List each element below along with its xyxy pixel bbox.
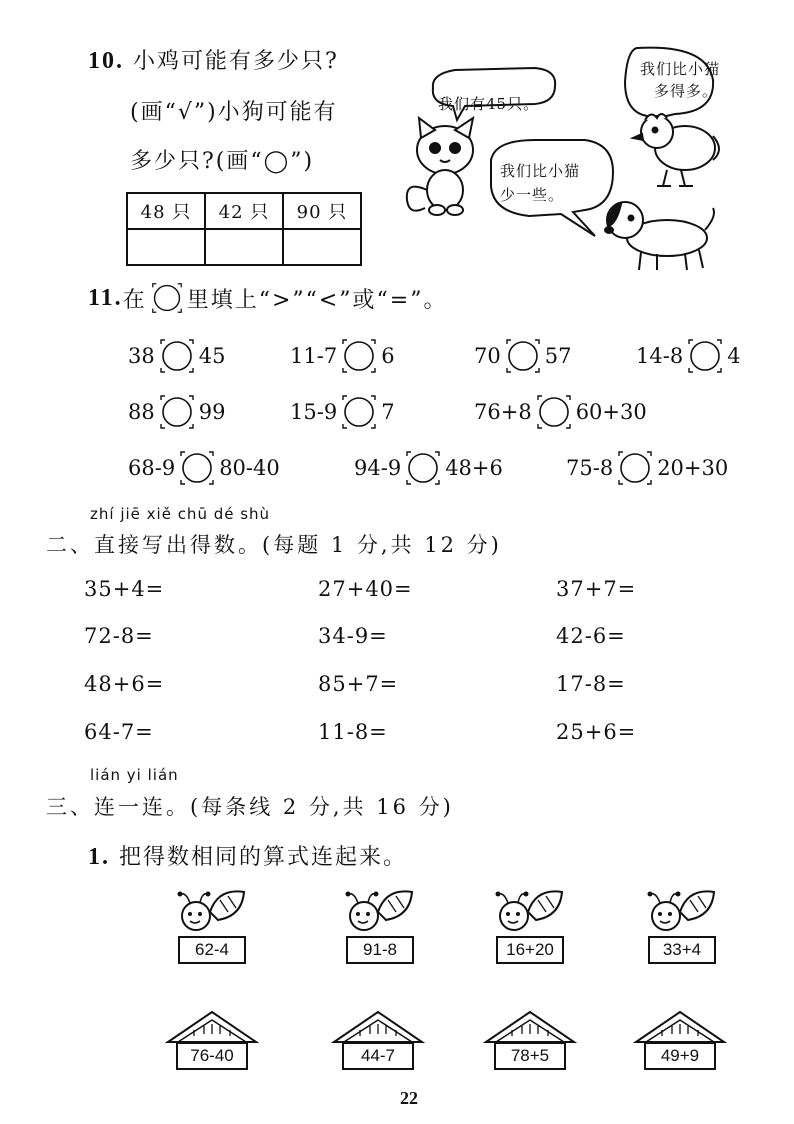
q10-line2: (画“√”)小狗可能有 xyxy=(130,100,338,125)
section2-title: 二、直接写出得数。(每题 1 分,共 12 分) xyxy=(46,533,502,557)
compare-left: 14-8 xyxy=(636,344,684,368)
house-expression: 76-40 xyxy=(176,1042,248,1070)
compare-left: 76+8 xyxy=(474,400,532,424)
calc-item[interactable]: 35+4= xyxy=(84,577,165,601)
compare-left: 38 xyxy=(128,344,155,368)
q10-choice-table xyxy=(126,192,362,266)
q11-instruction-post: 里填上“>”“<”或“=”。 xyxy=(186,287,448,313)
house-roof-icon xyxy=(164,1006,260,1046)
circle-slot-icon xyxy=(151,282,183,314)
compare-circle-slot[interactable] xyxy=(505,338,541,374)
compare-item xyxy=(474,336,571,376)
compare-circle-slot[interactable] xyxy=(405,450,441,486)
compare-circle-slot[interactable] xyxy=(341,338,377,374)
compare-item xyxy=(566,448,728,488)
compare-circle-slot[interactable] xyxy=(341,394,377,430)
bee-expression: 62-4 xyxy=(178,936,246,964)
calc-item[interactable]: 11-8= xyxy=(318,720,388,744)
calc-item[interactable]: 48+6= xyxy=(84,672,165,696)
compare-item xyxy=(128,448,280,488)
section2-pinyin: zhí jiē xiě chū dé shù xyxy=(90,505,271,523)
section3-pinyin: lián yi lián xyxy=(90,766,179,784)
bee-icon xyxy=(488,886,568,938)
compare-left: 11-7 xyxy=(290,344,338,368)
answer-cell-90[interactable] xyxy=(283,229,361,265)
compare-left: 94-9 xyxy=(354,456,402,480)
answer-cell-42[interactable] xyxy=(205,229,283,265)
house-roof-icon xyxy=(632,1006,728,1046)
compare-circle-slot[interactable] xyxy=(687,338,723,374)
cat-icon xyxy=(407,118,473,215)
compare-left: 75-8 xyxy=(566,456,614,480)
compare-item xyxy=(354,448,503,488)
house-card[interactable] xyxy=(330,1006,426,1076)
q11-instruction-pre: 在 xyxy=(122,287,147,313)
bee-card[interactable] xyxy=(488,886,568,966)
section3-title: 三、连一连。(每条线 2 分,共 16 分) xyxy=(46,795,454,819)
calc-item[interactable]: 25+6= xyxy=(556,720,637,744)
section3-q1 xyxy=(88,840,407,871)
compare-right: 6 xyxy=(381,344,395,368)
section3-q1-number: 1. xyxy=(88,844,110,870)
bee-icon xyxy=(170,886,250,938)
compare-left: 68-9 xyxy=(128,456,176,480)
house-expression: 78+5 xyxy=(494,1042,566,1070)
bee-card[interactable] xyxy=(338,886,418,966)
q10-line3: 多少只?(画“◯”) xyxy=(130,149,315,174)
cat-bubble-text: 我们有45只。 xyxy=(438,95,540,113)
compare-row-3 xyxy=(0,448,794,488)
compare-right: 60+30 xyxy=(575,400,647,424)
compare-right: 80-40 xyxy=(219,456,280,480)
compare-item xyxy=(474,392,647,432)
calc-item[interactable]: 85+7= xyxy=(318,672,399,696)
house-expression: 49+9 xyxy=(644,1042,716,1070)
compare-item xyxy=(128,392,225,432)
compare-circle-slot[interactable] xyxy=(179,450,215,486)
calc-item[interactable]: 27+40= xyxy=(318,577,413,601)
compare-right: 48+6 xyxy=(445,456,503,480)
compare-right: 20+30 xyxy=(657,456,729,480)
compare-circle-slot[interactable] xyxy=(159,394,195,430)
chick-bubble-text-1: 我们比小猫 xyxy=(640,60,721,78)
compare-left: 70 xyxy=(474,344,501,368)
page-number: 22 xyxy=(400,1088,418,1108)
house-card[interactable] xyxy=(632,1006,728,1076)
calc-item[interactable]: 37+7= xyxy=(556,577,637,601)
compare-left: 15-9 xyxy=(290,400,338,424)
compare-item xyxy=(128,336,225,376)
answer-cell-48[interactable] xyxy=(127,229,205,265)
compare-right: 45 xyxy=(198,344,226,368)
compare-right: 99 xyxy=(198,400,226,424)
compare-item xyxy=(636,336,741,376)
compare-item xyxy=(290,392,395,432)
option-90: 90 只 xyxy=(283,193,361,229)
compare-right: 57 xyxy=(544,344,572,368)
compare-circle-slot[interactable] xyxy=(159,338,195,374)
bee-icon xyxy=(640,886,720,938)
q10-number: 10. xyxy=(88,48,124,74)
option-42: 42 只 xyxy=(205,193,283,229)
compare-circle-slot[interactable] xyxy=(617,450,653,486)
bee-card[interactable] xyxy=(640,886,720,966)
dog-icon xyxy=(605,202,714,270)
calc-item[interactable]: 64-7= xyxy=(84,720,154,744)
compare-row-1 xyxy=(0,336,794,376)
calc-item[interactable]: 34-9= xyxy=(318,624,388,648)
q10-line1 xyxy=(88,44,339,75)
house-expression: 44-7 xyxy=(342,1042,414,1070)
option-48: 48 只 xyxy=(127,193,205,229)
dog-bubble-text-1: 我们比小猫 xyxy=(500,162,581,180)
compare-row-2 xyxy=(0,392,794,432)
chick-bubble-text-2: 多得多。 xyxy=(654,82,719,100)
compare-right: 4 xyxy=(727,344,741,368)
compare-circle-slot[interactable] xyxy=(536,394,572,430)
bee-icon xyxy=(338,886,418,938)
bee-expression: 33+4 xyxy=(648,936,716,964)
q11-number: 11. xyxy=(88,284,123,311)
house-card[interactable] xyxy=(164,1006,260,1076)
q10-line1-text: 小鸡可能有多少只? xyxy=(133,49,339,74)
dog-bubble-text-2: 少一些。 xyxy=(500,186,565,204)
chick-icon xyxy=(633,114,719,186)
compare-left: 88 xyxy=(128,400,155,424)
calc-item[interactable]: 72-8= xyxy=(84,624,154,648)
bee-card[interactable] xyxy=(170,886,250,966)
bee-expression: 91-8 xyxy=(346,936,414,964)
calc-item[interactable]: 42-6= xyxy=(556,624,626,648)
q11-instruction xyxy=(88,282,448,314)
house-roof-icon xyxy=(330,1006,426,1046)
bee-expression: 16+20 xyxy=(496,936,564,964)
compare-right: 7 xyxy=(381,400,395,424)
section3-q1-text: 把得数相同的算式连起来。 xyxy=(119,845,408,870)
calc-item[interactable]: 17-8= xyxy=(556,672,626,696)
house-roof-icon xyxy=(482,1006,578,1046)
house-card[interactable] xyxy=(482,1006,578,1076)
compare-item xyxy=(290,336,395,376)
